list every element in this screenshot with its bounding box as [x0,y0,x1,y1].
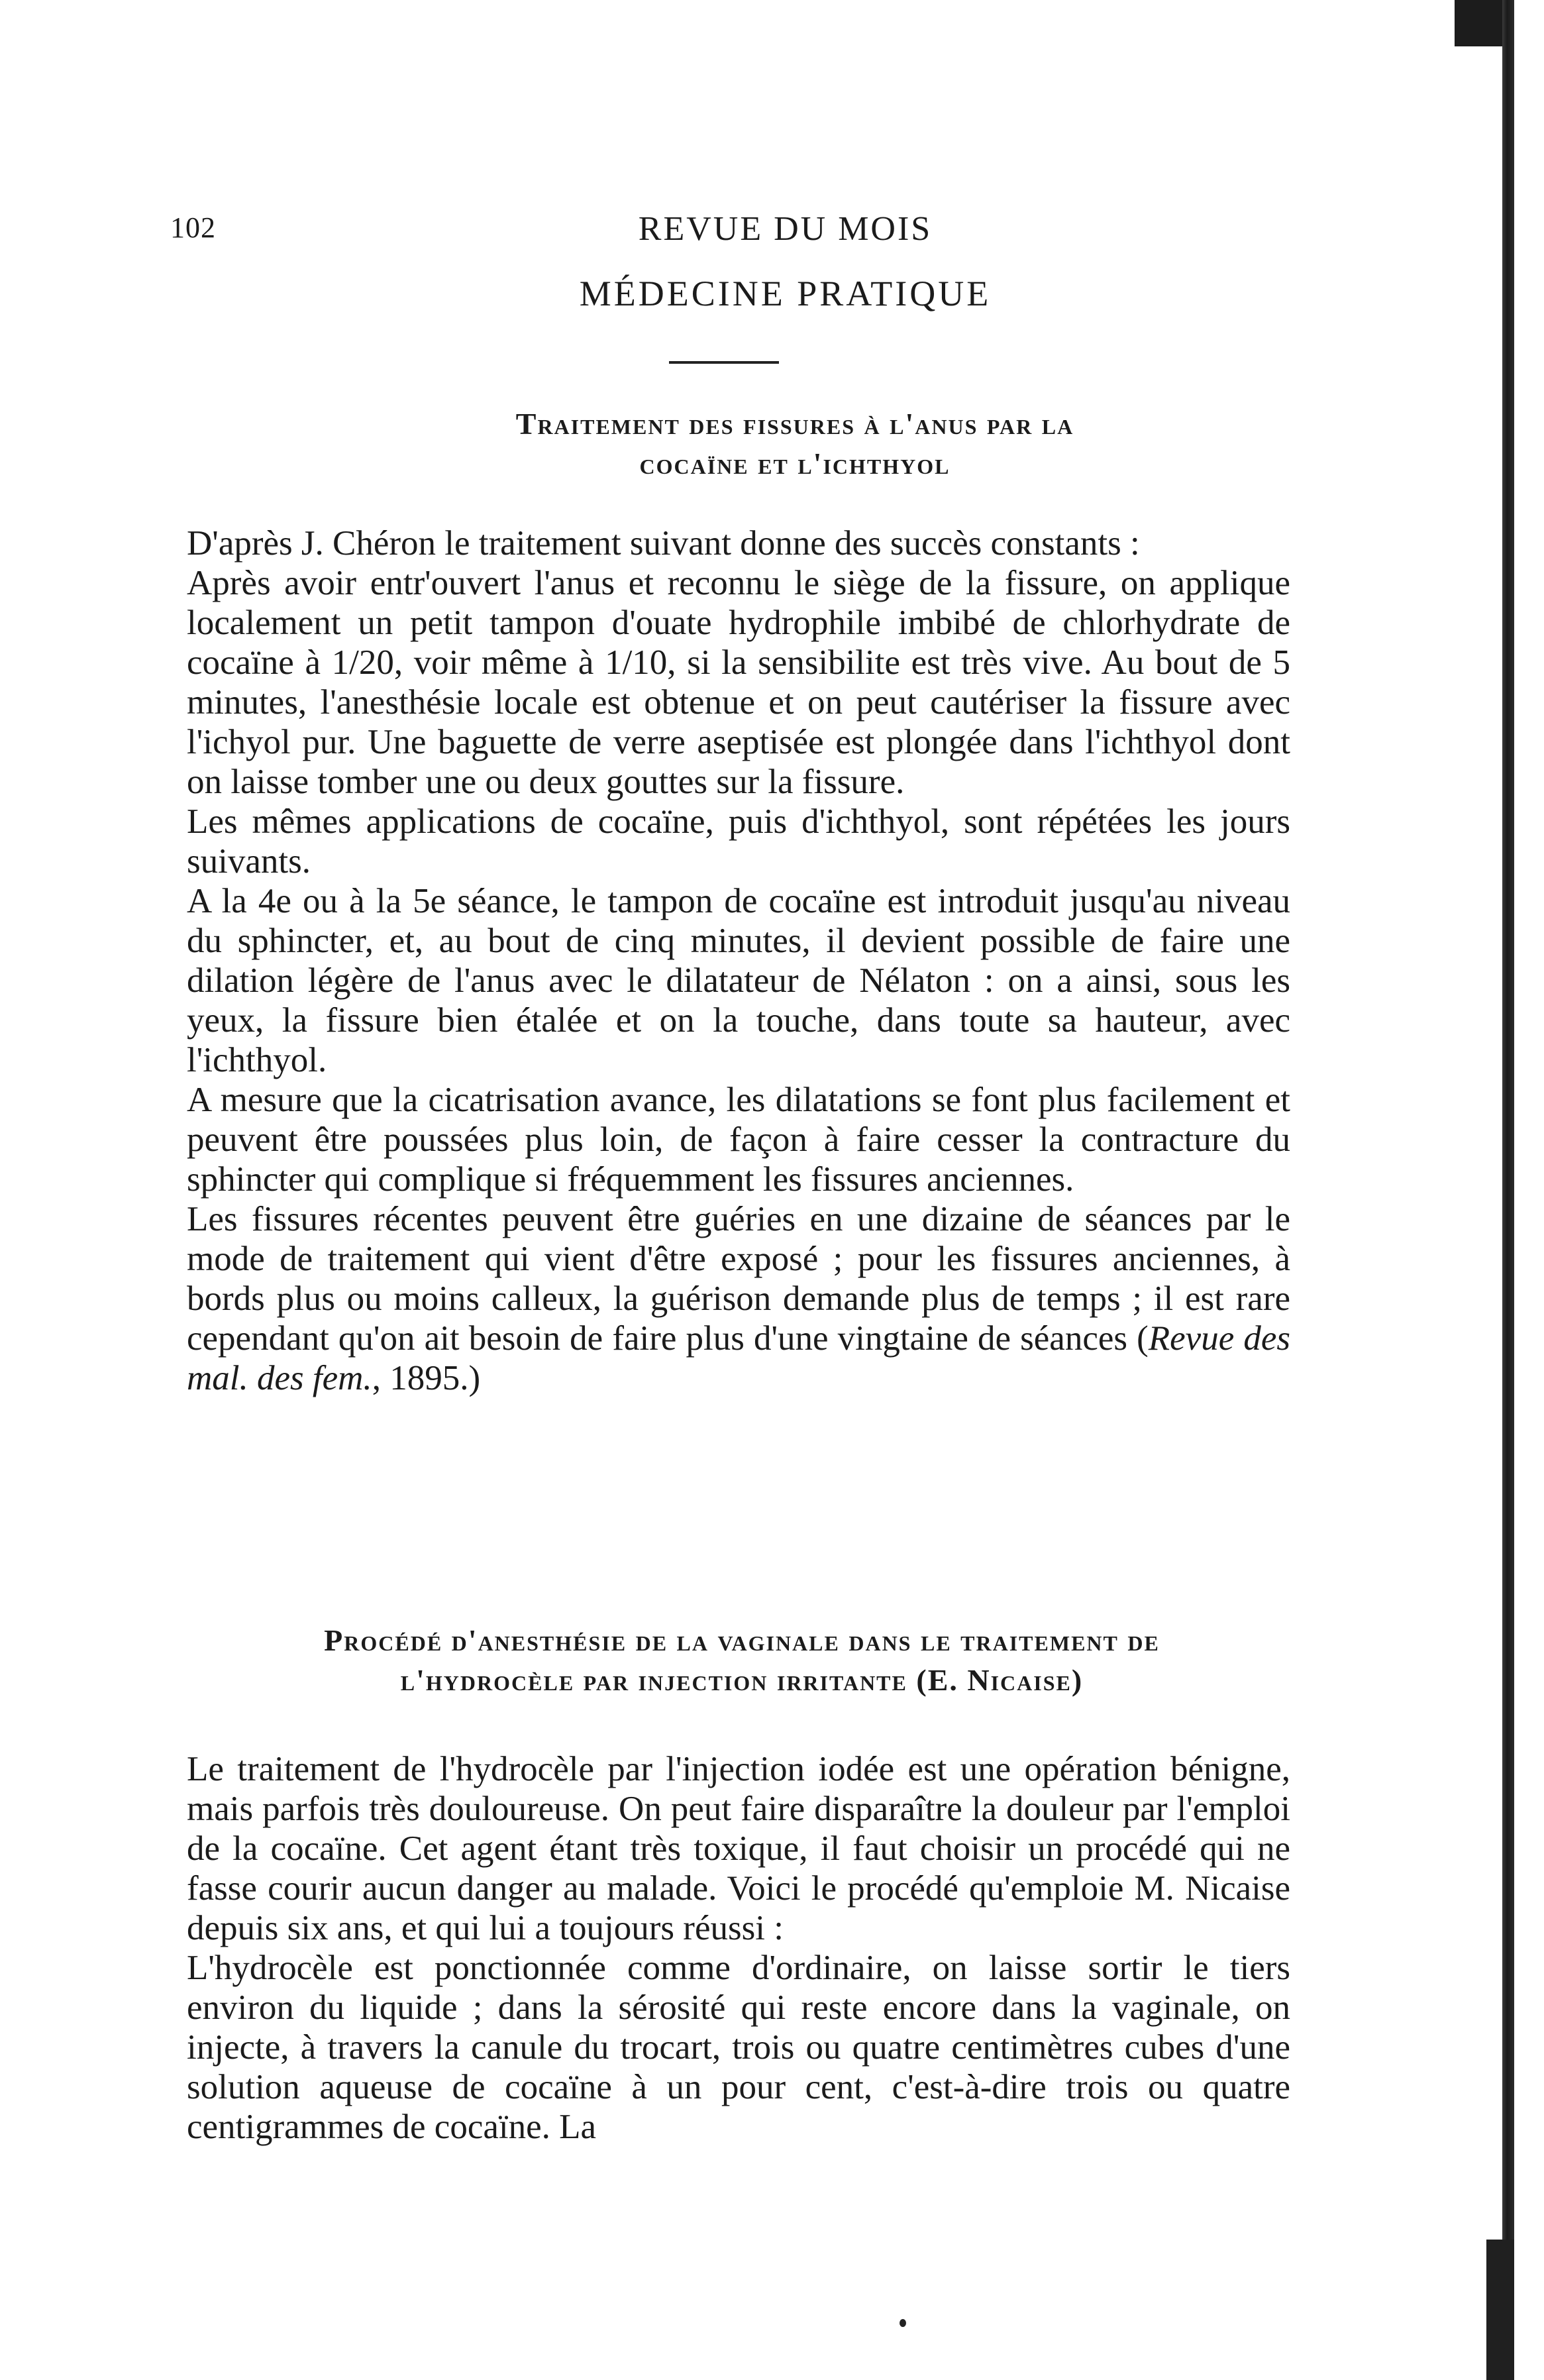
article1-paragraph-text: Les fissures récentes peuvent être guéries en une dizaine de séances par le mode de traitement qui vient d'être exposé ; pour les fissures anciennes, à bords plus ou moins calleux, la guérison demande plus de temps ; il est rare cependant qu'on ait besoin de faire plus d'une vingtaine de séances [187,1200,1290,1358]
page-number: 102 [170,211,216,244]
citation-year: , 1895.) [372,1359,481,1397]
article1-paragraph: A mesure que la cicatrisation avance, les dilatations se font plus facilement et peuvent être poussées plus loin, de façon à faire cesser la contracture du sphincter qui complique si fréquemment les fissures anciennes. [187,1081,1290,1199]
article1-title-line1: Traitement des fissures à l'anus par la [515,407,1074,441]
article2-title [172,1621,1312,1700]
article1-paragraph: A la 4e ou à la 5e séance, le tampon de cocaïne est introduit jusqu'au niveau du sphincter, et, au bout de cinq minutes, il devient possible de faire une dilation légère de l'anus avec le dilatateur de Nélaton : on a ainsi, sous les yeux, la fissure bien étalée et on la touche, dans toute sa hauteur, avec l'ichthyol. [187,882,1290,1079]
citation-open: ( [1137,1319,1149,1358]
article2-title-line1: Procédé d'anesthésie de la vaginale dans le traitement de [324,1623,1160,1657]
article1-paragraph: Après avoir entr'ouvert l'anus et reconnu le siège de la fissure, on applique localement un petit tampon d'ouate hydrophile imbibé de chlorhydrate de cocaïne à 1/20, voir même à 1/10, si la sensibilite est très vive. Au bout de 5 minutes, l'anesthésie locale est obtenue et on peut cautériser la fissure avec l'ichyol pur. Une baguette de verre aseptisée est plongée dans l'ichthyol dont on laisse tomber une ou deux gouttes sur la fissure. [187,564,1290,801]
article1-paragraph: Les mêmes applications de cocaïne, puis d'ichthyol, sont répétées les jours suivants. [187,802,1290,881]
scan-edge-bottom [1486,2240,1514,2380]
article1-body [187,523,1290,1398]
article2-title-line2: l'hydrocèle par injection irritante (E. Nicaise) [400,1663,1084,1697]
section-title: MÉDECINE PRATIQUE [579,274,992,313]
article2-body [187,1749,1290,2147]
title-rule [669,361,779,364]
article1-title-line2: cocaïne et l'ichthyol [639,447,951,480]
citation-journal: Revue des mal. des fem. [187,1319,1290,1397]
article2-paragraph: L'hydrocèle est ponctionnée comme d'ordinaire, on laisse sortir le tiers environ du liquide ; dans la sérosité qui reste encore dans la vaginale, on injecte, à travers la canule du trocart, trois ou quatre centimètres cubes d'une solution aqueuse de cocaïne à un pour cent, c'est-à-dire trois ou quatre centigrammes de cocaïne. La [187,1949,1290,2146]
print-speck [900,2319,906,2327]
running-title: REVUE DU MOIS [638,210,933,248]
article2-paragraph: Le traitement de l'hydrocèle par l'injection iodée est une opération bénigne, mais parfois très douloureuse. On peut faire disparaître la douleur par l'emploi de la cocaïne. Cet agent étant très toxique, il faut choisir un procédé qui ne fasse courir aucun danger au malade. Voici le procédé qu'emploie M. Nicaise depuis six ans, et qui lui a toujours réussi : [187,1750,1290,1947]
scan-edge-right [1502,0,1514,2380]
article1-last-paragraph [187,1199,1290,1398]
article1-title [265,404,1325,484]
article1-paragraph: D'après J. Chéron le traitement suivant donne des succès constants : [187,524,1140,563]
